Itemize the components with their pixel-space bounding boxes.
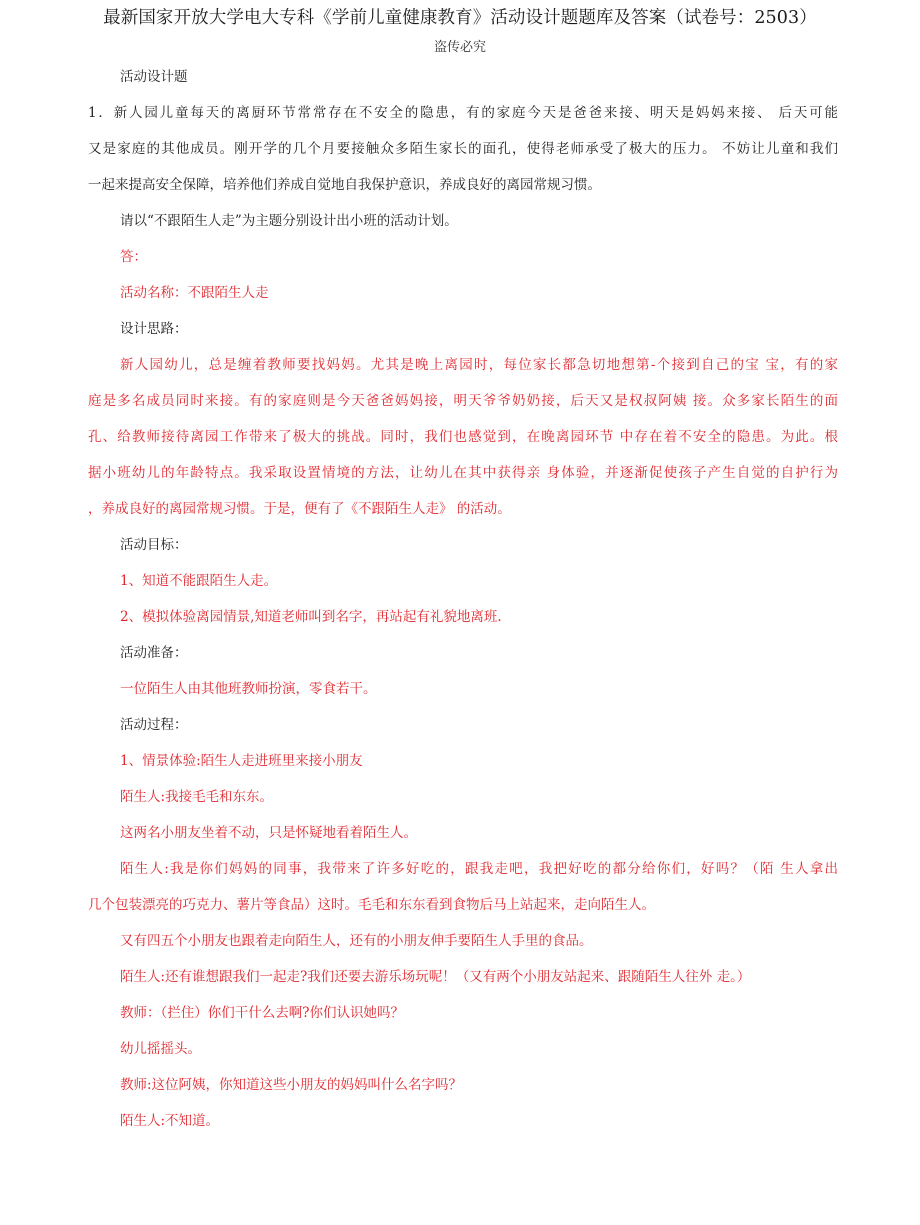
dialogue-line: 这两名小朋友坐着不动，只是怀疑地看着陌生人。 — [120, 825, 417, 841]
dialogue-line: 几个包装漂亮的巧克力、薯片等食品）这时。毛毛和东东看到食物后马上站起来，走向陌生人。 — [88, 897, 655, 913]
document-subtitle: 盗传必究 — [433, 40, 486, 55]
design-paragraph-line: ，养成良好的离园常规习惯。于是，便有了《不跟陌生人走》 的活动。 — [88, 501, 511, 517]
question-prompt: 请以“不跟陌生人走”为主题分别设计出小班的活动计划。 — [120, 213, 458, 229]
prep-text: 一位陌生人由其他班教师扮演，零食若干。 — [120, 681, 377, 697]
dialogue-line: 又有四五个小朋友也跟着走向陌生人，还有的小朋友伸手要陌生人手里的食品。 — [120, 933, 593, 949]
dialogue-line: 陌生人:还有谁想跟我们一起走?我们还要去游乐场玩呢！（又有两个小朋友站起来、跟随陌生人往外 走。） — [120, 969, 751, 985]
design-heading: 设计思路： — [120, 321, 188, 337]
design-paragraph-line: 据小班幼儿的年龄特点。我采取设置情境的方法，让幼儿在其中获得亲 身体验，并逐渐促使孩子产生自觉的自护行为 — [88, 465, 838, 481]
question-line: 一起来提高安全保障，培养他们养成自觉地自我保护意识，养成良好的离园常规习惯。 — [88, 177, 601, 193]
design-paragraph-line: 庭是多名成员同时来接。有的家庭则是今天爸爸妈妈接，明天爷爷奶奶接，后天又是权叔阿姨 接。众多家长陌生的面 — [88, 393, 838, 409]
design-paragraph-line: 孔、给教师接待离园工作带来了极大的挑战。同时，我们也感觉到，在晚离园环节 中存在着不安全的隐患。为此。根 — [88, 429, 838, 445]
prep-heading: 活动准备： — [120, 645, 188, 661]
dialogue-line: 陌生人:我是你们妈妈的同事，我带来了许多好吃的，跟我走吧，我把好吃的都分给你们，好吗？（陌 生人拿出 — [120, 861, 838, 877]
question-line: 1．新人园儿童每天的离厨环节常常存在不安全的隐患，有的家庭今天是爸爸来接、明天是妈妈来接、 后天可能 — [88, 105, 838, 121]
dialogue-line: 陌生人:我接毛毛和东东。 — [120, 789, 274, 805]
dialogue-line: 陌生人:不知道。 — [120, 1113, 220, 1129]
dialogue-line: 教师:这位阿姨，你知道这些小朋友的妈妈叫什么名字吗？ — [120, 1077, 463, 1093]
answer-label: 答： — [120, 249, 147, 265]
goals-heading: 活动目标： — [120, 537, 188, 553]
dialogue-line: 教师：（拦住）你们干什么去啊?你们认识她吗？ — [120, 1005, 404, 1021]
activity-name: 活动名称：不跟陌生人走 — [120, 285, 269, 301]
goal-item: 2、模拟体验离园情景,知道老师叫到名字，再站起有礼貌地离班. — [120, 609, 502, 625]
dialogue-line: 幼儿摇摇头。 — [120, 1041, 201, 1057]
goal-item: 1、知道不能跟陌生人走。 — [120, 573, 278, 589]
process-step: 1、情景体验:陌生人走进班里来接小朋友 — [120, 753, 363, 769]
design-paragraph-line: 新人园幼儿，总是缠着教师要找妈妈。尤其是晚上离园时，每位家长都急切地想第-个接到自己的宝 宝，有的家 — [120, 357, 838, 373]
question-line: 又是家庭的其他成员。刚开学的几个月要接触众多陌生家长的面孔，使得老师承受了极大的压力。 不妨让儿童和我们 — [88, 141, 838, 157]
process-heading: 活动过程： — [120, 717, 188, 733]
section-heading: 活动设计题 — [120, 69, 188, 85]
document-title: 最新国家开放大学电大专科《学前儿童健康教育》活动设计题题库及答案（试卷号：2503） — [103, 8, 817, 28]
